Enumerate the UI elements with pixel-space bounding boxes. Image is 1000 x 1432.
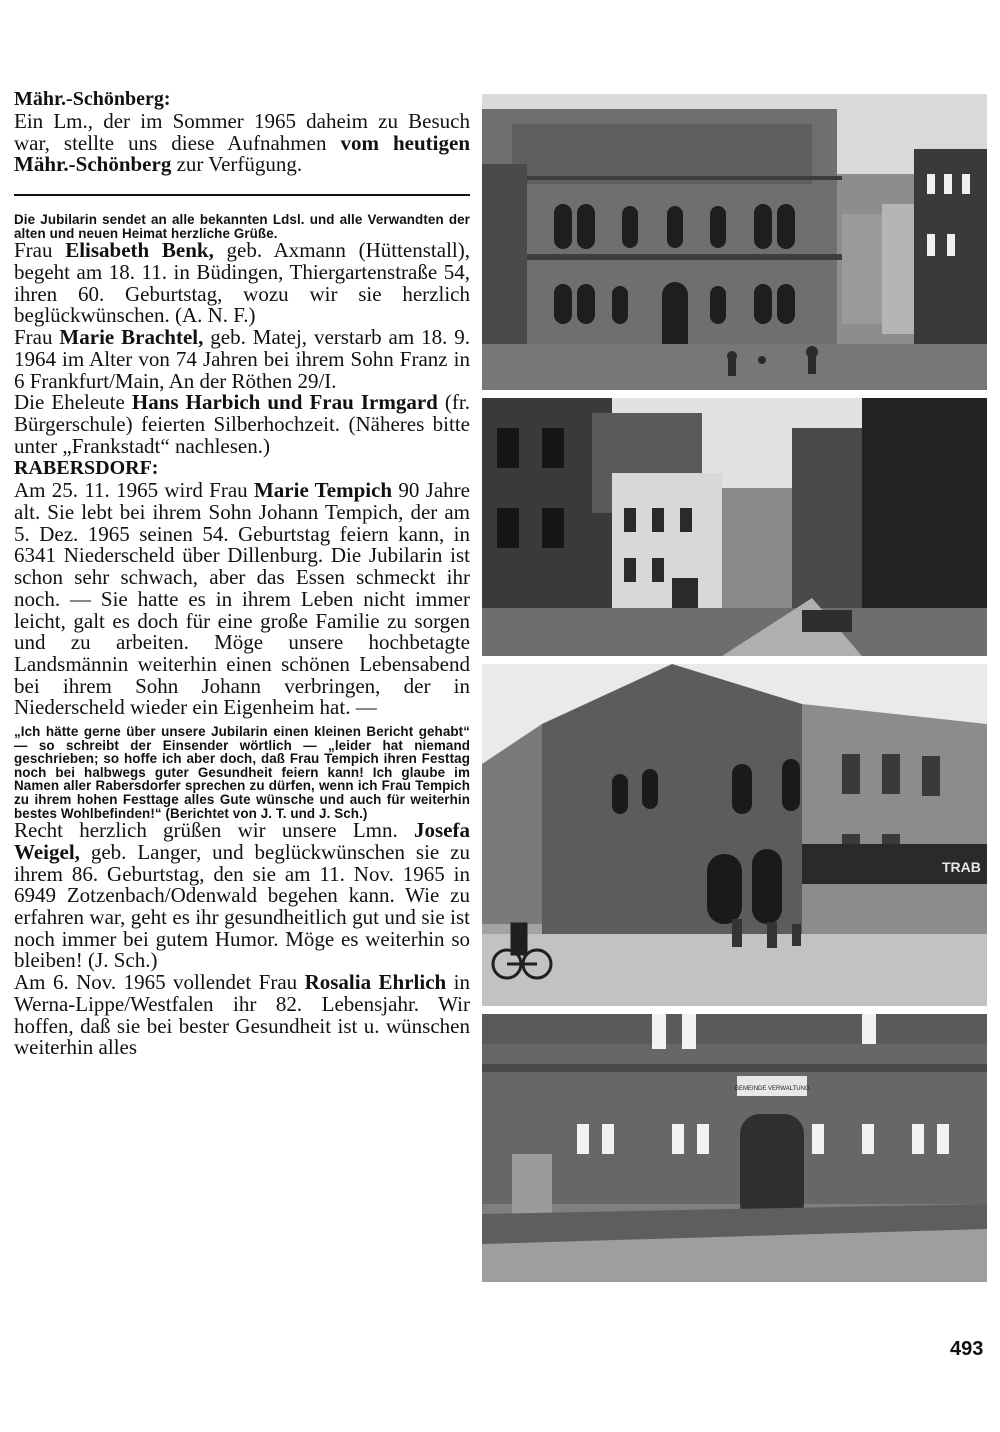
article-column (14, 88, 470, 1059)
harbich-text: (fr. Bürgerschule) feierten Silberhochzeit. (Näheres bitte unter „Frankstadt“ nachlesen.) (14, 390, 470, 458)
page-number: 493 (950, 1338, 984, 1360)
brachtel-name: Marie Brachtel, (59, 325, 204, 350)
intro-text-bold: vom heutigen Mähr.-Schönberg (14, 130, 470, 177)
benk-text: geb. Axmann (Hüttenstall), begeht am 18. 11. in Büdingen, Thiergartenstraße 54, ihren 60. Geburtstag, wozu wir sie herzlich beglückwünschen. (A. N. F.) (14, 238, 470, 328)
section-heading-rabersdorf: RABERSDORF: (14, 457, 159, 480)
harbich-pre: Die Eheleute (14, 390, 132, 415)
benk-name: Elisabeth Benk, (65, 238, 214, 263)
photo-3-image (482, 664, 987, 1006)
benk-paragraph (14, 240, 470, 327)
ehrlich-paragraph (14, 972, 470, 1059)
photo-4-sign: GEMEINDE VERWALTUNG (734, 1086, 810, 1092)
weigel-paragraph (14, 820, 470, 972)
photo-3-sign: TRAB (942, 859, 981, 875)
brachtel-pre: Frau (14, 325, 60, 350)
weigel-name: Josefa Weigel, (14, 818, 470, 864)
photo-administration-building (482, 1014, 987, 1282)
tempich-pre: Am 25. 11. 1965 wird Frau (14, 478, 254, 503)
ehrlich-name: Rosalia Ehrlich (304, 970, 447, 995)
brachtel-text: geb. Matej, verstarb am 18. 9. 1964 im Alter von 74 Jahren bei ihrem Sohn Franz in 6 Frankfurt/Main, An der Röthen 29/I. (14, 325, 470, 393)
tempich-text: 90 Jahre alt. Sie lebt bei ihrem Sohn Johann Tempich, der am 5. Dez. 1965 seinen 54. Geburtstag feiern kann, in 6341 Niederscheld über Dillenburg. Die Jubilarin ist schon sehr schwach, aber das Essen schmeckt ihr noch. — Sie hatte es in ihrem Leben nicht immer leicht, galt es doch für eine große Familie zu sorgen und zu arbeiten. Möge unsere hochbetagte Landsmännin weiterhin einen schönen Lebensabend bei ihrem Sohn Johann verbringen, der in Niederscheld wieder ein Eigenheim hat. — (14, 478, 470, 720)
tempich-quote: „Ich hätte gerne über unsere Jubilarin einen kleinen Bericht gehabt“ — so schreibt der Einsender wörtlich — „leider hat niemand geschrieben; so hoffe ich aber doch, daß Frau Tempich ihren Festtag noch bei halbwegs guter Gesundheit feiern kann! Ich glaube im Namen aller Rabersdorfer sprechen zu dürfen, wenn ich Frau Tempich zu ihrem hohen Festtage alles Gute wünsche und auch für weiterhin bestes Wohlbefinden!“ (Berichtet von J. T. und J. Sch.) (14, 724, 470, 821)
harbich-name: Hans Harbich und Frau Irmgard (131, 390, 438, 415)
photo-corner-building (482, 664, 987, 1006)
photo-4-image (482, 1014, 987, 1282)
tempich-paragraph (14, 480, 470, 719)
weigel-pre: Recht herzlich grüßen wir unsere Lmn. (14, 818, 414, 843)
ehrlich-text: in Werna-Lippe/Westfalen ihr 82. Lebensjahr. Wir hoffen, daß sie bei bester Gesundheit ist u. wünschen weiterhin alles (14, 970, 470, 1060)
tempich-name: Marie Tempich (253, 478, 393, 503)
intro-text-b: zur Verfügung. (171, 152, 303, 177)
intro-paragraph (14, 111, 470, 176)
harbich-paragraph (14, 392, 470, 457)
weigel-text: geb. Langer, und beglückwünschen sie zu ihrem 86. Geburtstag, den sie am 11. Nov. 1965 in 6949 Zotzenbach/Odenwald begehen kann. Wie zu erfahren war, geht es ihr gesundheitlich gut und sie ist noch immer bei gutem Humor. Möge es weiterhin so bleiben! (J. Sch.) (14, 839, 470, 973)
photo-street-scene (482, 398, 987, 656)
ehrlich-pre: Am 6. Nov. 1965 vollendet Frau (14, 970, 305, 995)
benk-pre: Frau (14, 238, 66, 263)
brachtel-paragraph (14, 327, 470, 392)
intro-text-a: Ein Lm., der im Sommer 1965 daheim zu Besuch war, stellte uns diese Aufnahmen (14, 109, 470, 155)
greeting-note: Die Jubilarin sendet an alle bekannten Ldsl. und alle Verwandten der alten und neuen Heimat herzliche Grüße. (14, 212, 470, 241)
photo-1-image (482, 94, 987, 390)
divider-line (14, 194, 470, 196)
photo-2-image (482, 398, 987, 656)
section-heading-maehr-schoenberg: Mähr.-Schönberg: (14, 88, 171, 110)
photo-column (482, 94, 987, 1290)
photo-townhall-building (482, 94, 987, 390)
